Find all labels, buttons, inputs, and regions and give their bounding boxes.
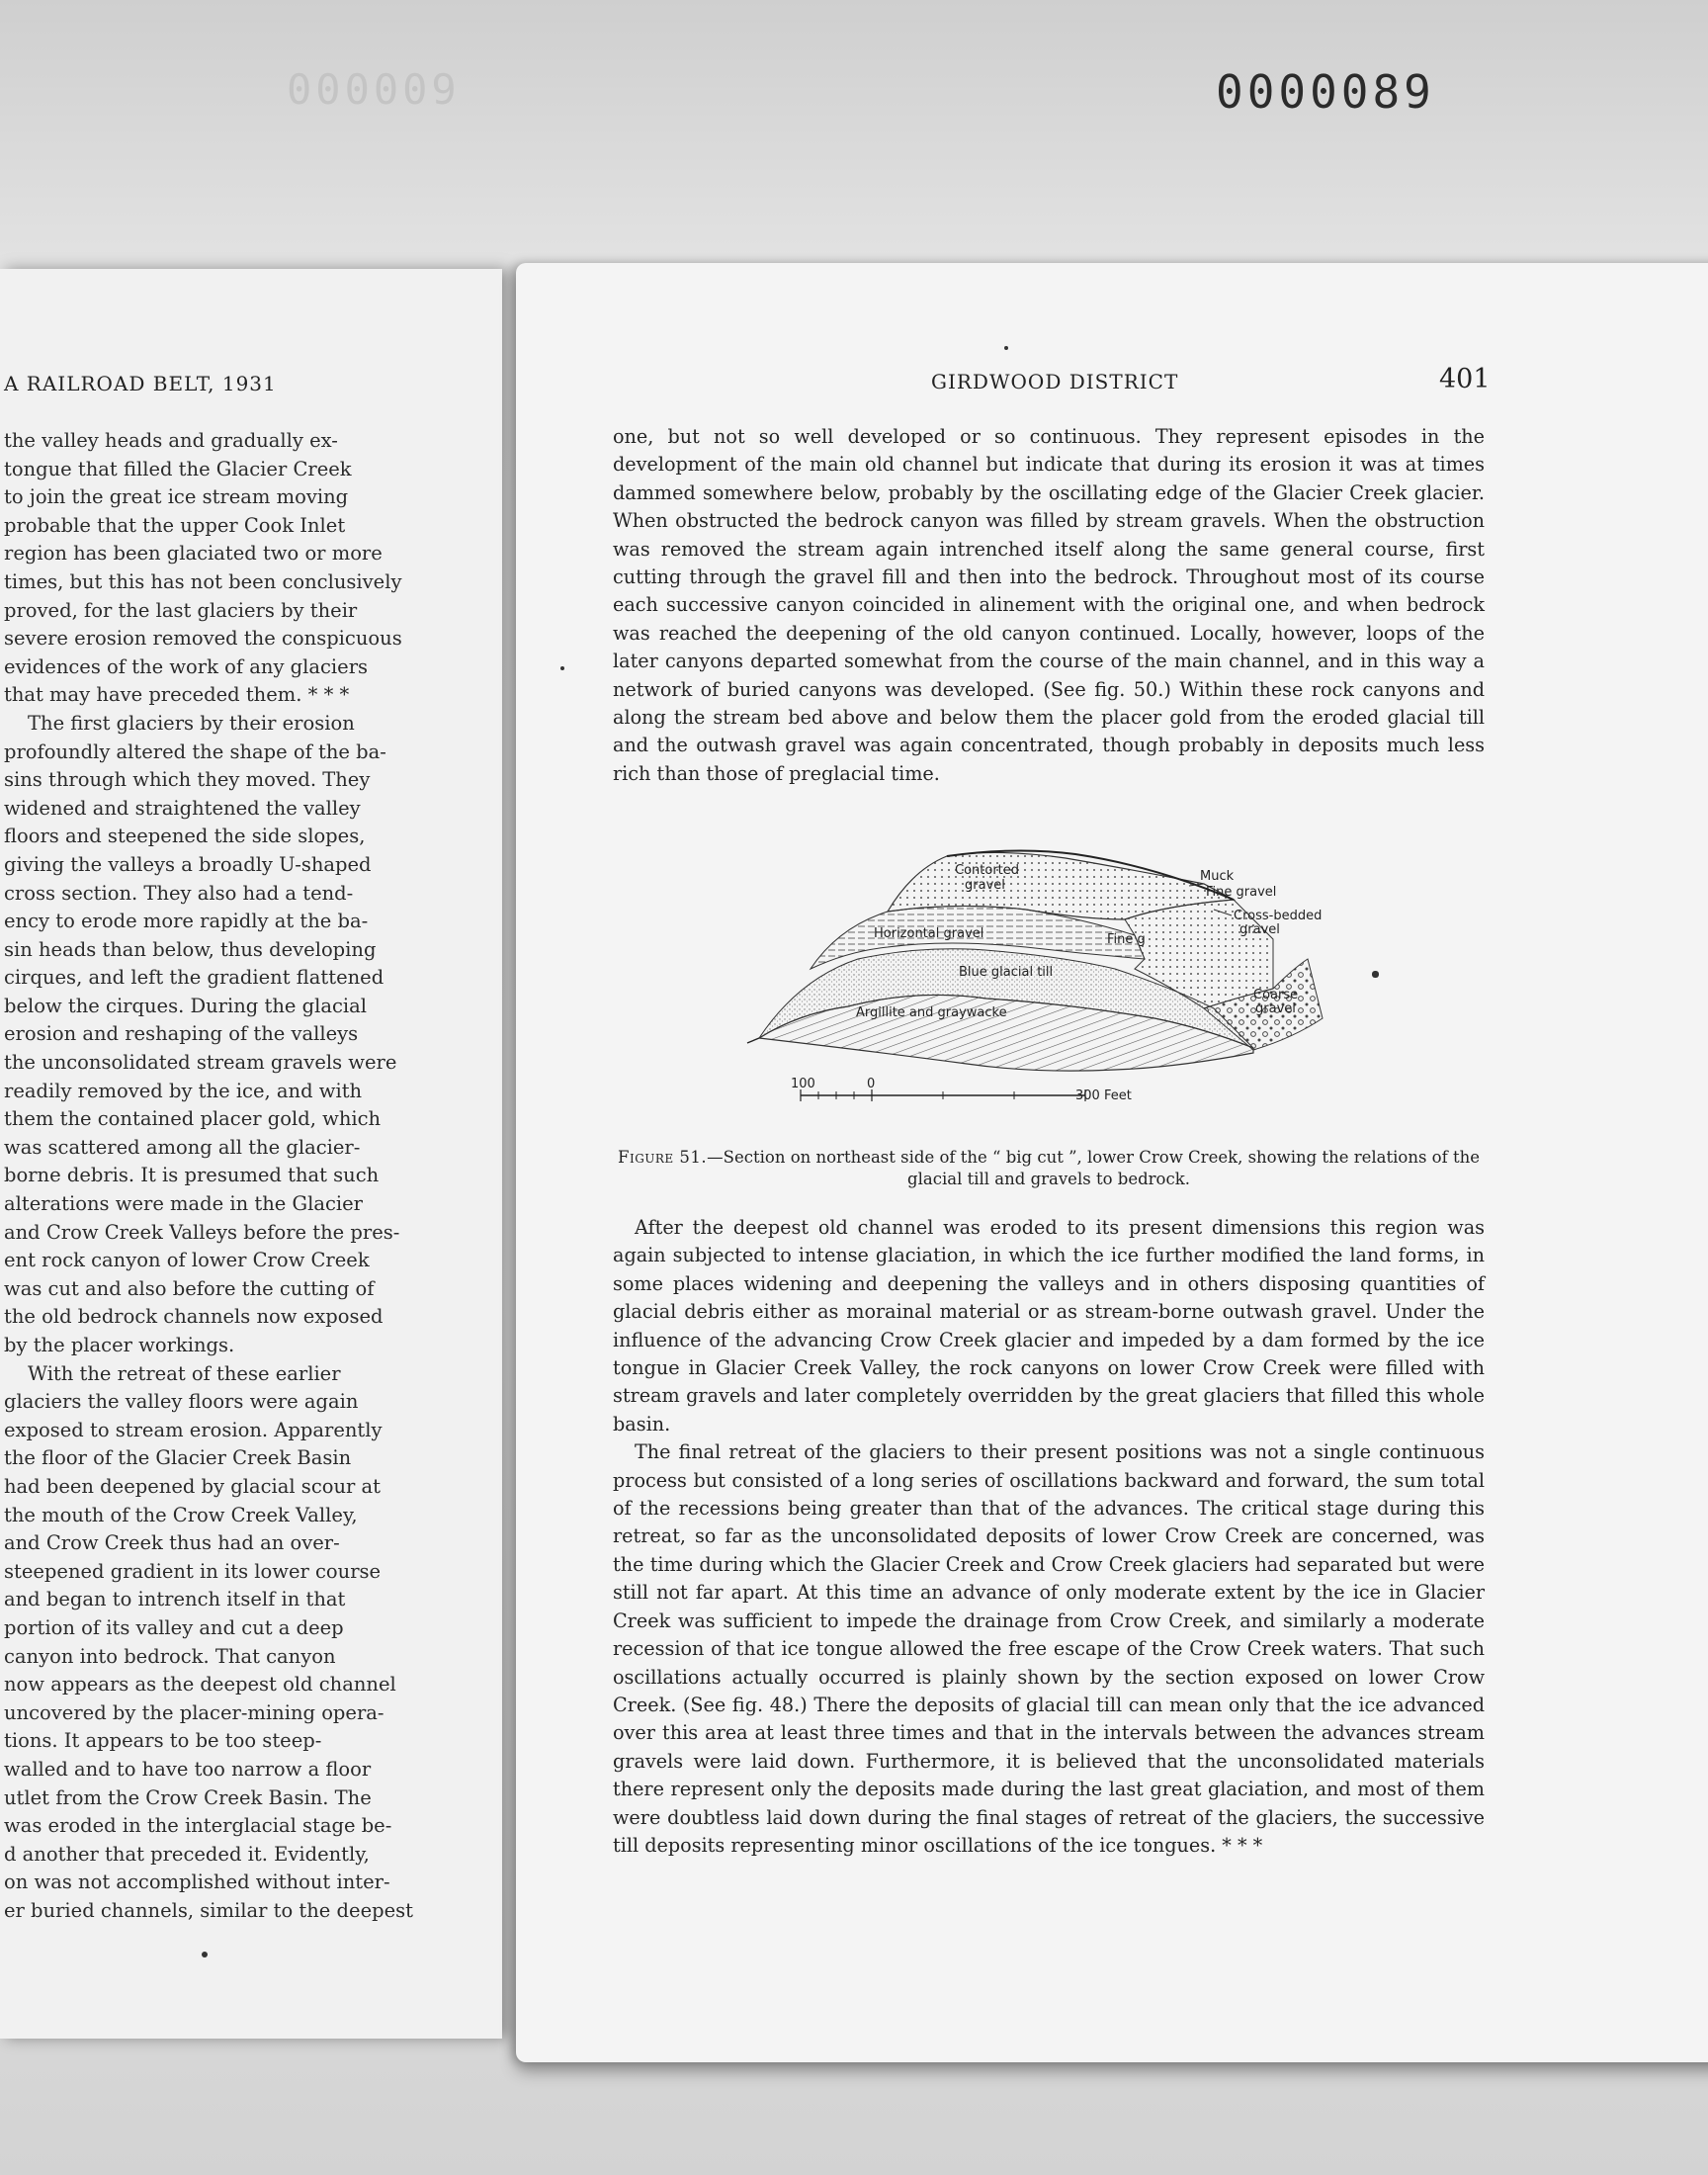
left-paragraph-3: With the retreat of these earlier glaciers the valley floors were again exposed to stream erosion. Apparently the floor of the Glacier Creek Basin had been deepened by glacial scour at the mouth of the Crow Creek Valley, and Crow Creek thus had an over- steepened gradient in its lower course and began to intrench itself in that portion of its valley and cut a deep canyon into bedrock. That canyon now appears as the deepest old channel uncovered by the placer-mining opera- tions. It appears to be too steep- walled and to have too narrow a floor utlet from the Crow Creek Basin. The was eroded in the interglacial stage be- d another that preceded it. Evidently, on was not accomplished without inter- er buried channels, similar to the deepest (4, 1361, 413, 1922)
left-running-head: A RAILROAD BELT, 1931 (4, 372, 277, 395)
page-number: 401 (1439, 364, 1491, 394)
label-blue-till: Blue glacial till (959, 965, 1054, 980)
label-fine-gravel: Fine gravel (1206, 885, 1277, 900)
figure-caption (613, 1147, 1485, 1190)
label-coarse: Coarse (1253, 988, 1299, 1002)
scan-speck (1004, 346, 1008, 350)
label-contorted-2: gravel (965, 878, 1005, 893)
label-muck: Muck (1200, 869, 1235, 884)
label-cross-bedded-2: gravel (1239, 922, 1280, 937)
label-coarse-2: gravel (1255, 1001, 1296, 1016)
label-horizontal-gravel: Horizontal gravel (874, 926, 984, 941)
label-contorted: Contorted (955, 863, 1020, 878)
left-page (0, 269, 502, 2039)
right-paragraph-1-block (613, 423, 1485, 788)
label-cross-bedded: Cross-bedded (1234, 909, 1323, 923)
label-fine-g: Fine g (1107, 932, 1146, 947)
right-running-head: GIRDWOOD DISTRICT (931, 370, 1179, 393)
scan-speck (202, 1952, 208, 1958)
left-page-body (4, 427, 445, 1925)
ground-line (747, 1038, 759, 1043)
right-paragraph-1: one, but not so well developed or so continuous. They represent episodes in the development of the main old channel but indicate that during its erosion it was at times dammed somewhere below, probably by the oscillating edge of the Glacier Creek glacier. When obstructed the bedrock canyon was filled by stream gravels. When the obstruction was removed the stream again intrenched itself along the same general course, first cutting through the gravel fill and then into the bedrock. Throughout most of its course each successive canyon coincided in alinement with the original one, and when bedrock was reached the deepening of the old canyon continued. Locally, however, loops of the later canyons departed somewhat from the course of the main channel, and in this way a network of buried canyons was developed. (See fig. 50.) Within these rock canyons and along the stream bed above and below them the placer gold from the eroded glacial till and the outwash gravel was again concentrated, though probably in deposits much less rich than those of preglacial time. (613, 425, 1485, 785)
right-paragraph-2: After the deepest old channel was eroded to its present dimensions this region was again subjected to intense glaciation, in which the ice further modified the land forms, in some places widening and deepening the valleys and in others disposing quantities of glacial debris either as morainal material or as stream-borne outwash gravel. Under the influence of the advancing Crow Creek glacier and impeded by a dam formed by the ice tongue in Glacier Creek Valley, the rock canyons on lower Crow Creek were filled with stream gravels and later completely overridden by the great glaciers that filled this whole basin. (613, 1216, 1485, 1436)
caption-text: —Section on northeast side of the “ big cut ”, lower Crow Creek, showing the relations of the glacial till and gravels to bedrock. (707, 1148, 1480, 1188)
right-page (516, 263, 1708, 2062)
scale-right-label: 300 Feet (1075, 1088, 1132, 1103)
scan-speck (560, 666, 564, 670)
scale-left-label: 100 (791, 1077, 815, 1091)
scale-zero-label: 0 (867, 1077, 876, 1091)
cross-section-diagram (739, 840, 1421, 1127)
right-paragraph-2-block (613, 1214, 1485, 1860)
document-stamp-number: 0000089 (1216, 65, 1435, 119)
bleed-through-stamp: 000009 (287, 65, 461, 114)
figure-51-cross-section (739, 840, 1421, 1127)
right-paragraph-3: The final retreat of the glaciers to their present positions was not a single continuous process but consisted of a long series of oscillations backward and forward, the sum total of the recessions being greater than that of the advances. The critical stage during this retreat, so far as the unconsolidated deposits of lower Crow Creek are concerned, was the time during which the Glacier Creek and Crow Creek glaciers had separated but were still not far apart. At this time an advance of only moderate extent by the ice in Glacier Creek was sufficient to impede the drainage from Crow Creek, and similarly a moderate recession of that ice tongue allowed the free escape of the Crow Creek waters. That such oscillations actually occurred is plainly shown by the section exposed on lower Crow Creek. (See fig. 48.) There the deposits of glacial till can mean only that the ice advanced over this area at least three times and that in the intervals between the advances stream gravels were laid down. Furthermore, it is believed that the unconsolidated materials there represent only the deposits made during the last great glaciation, and most of them were doubtless laid down during the final stages of retreat of the glaciers, the successive till deposits representing minor oscillations of the ice tongues. * * * (613, 1440, 1485, 1857)
left-paragraph-1: the valley heads and gradually ex- tongue that filled the Glacier Creek to join the great ice stream moving probable that the upper Cook Inlet region has been glaciated two or more times, but this has not been conclusively proved, for the last glaciers by their severe erosion removed the conspicuous evidences of the work of any glaciers that may have preceded them. * * * (4, 429, 402, 707)
label-argillite: Argillite and graywacke (856, 1005, 1007, 1020)
caption-label: Figure 51. (618, 1148, 708, 1167)
left-paragraph-2: The first glaciers by their erosion profoundly altered the shape of the ba- sins through which they moved. They widened and straightened the valley floors and steepened the side slopes, giving the valleys a broadly U-shaped cross section. They also had a tend- ency to erode more rapidly at the ba- sin heads than below, thus developing cirques, and left the gradient flattened below the cirques. During the glacial erosion and reshaping of the valleys the unconsolidated stream gravels were readily removed by the ice, and with them the contained placer gold, which was scattered among all the glacier- borne debris. It is presumed that such alterations were made in the Glacier and Crow Creek Valleys before the pres- ent rock canyon of lower Crow Creek was cut and also before the cutting of the old bedrock channels now exposed by the placer workings. (4, 711, 400, 1356)
